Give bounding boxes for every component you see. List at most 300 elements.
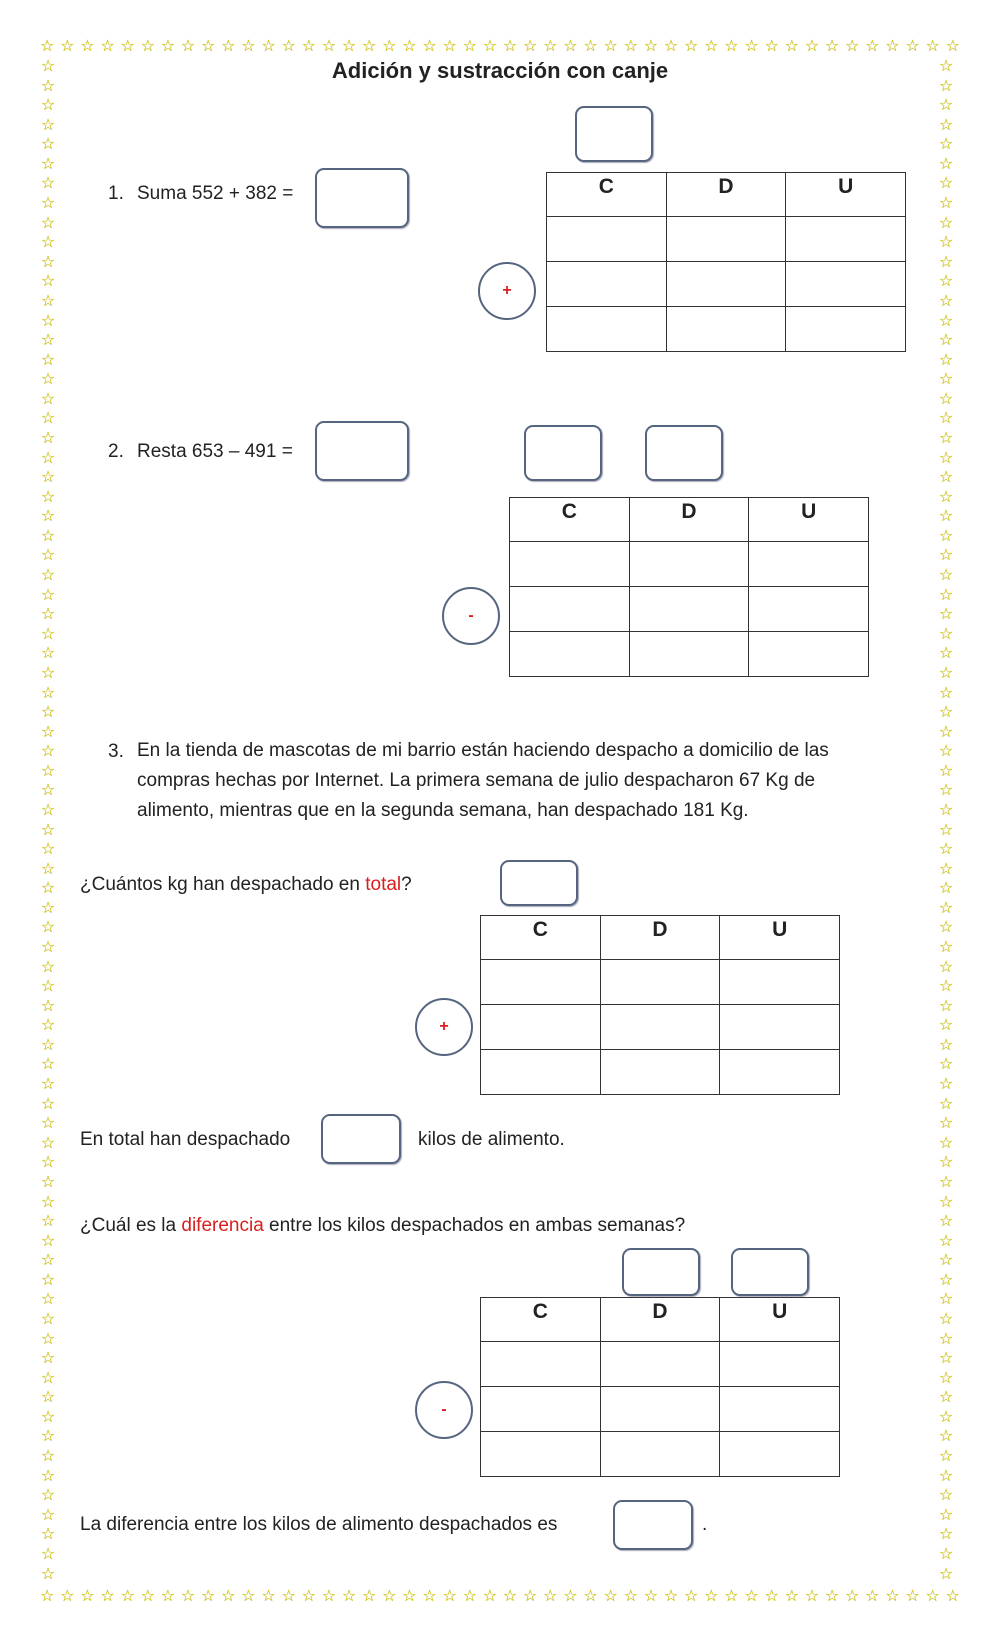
- star-icon: ☆: [938, 662, 954, 682]
- star-icon: ☆: [241, 36, 256, 55]
- header-unidades: U: [720, 1298, 840, 1342]
- star-icon: ☆: [784, 36, 799, 55]
- star-icon: ☆: [40, 134, 56, 154]
- star-icon: ☆: [40, 1465, 56, 1485]
- problem-3-statement: [137, 736, 927, 826]
- question-total-text: ¿Cuántos kg han despachado en: [80, 874, 366, 895]
- star-icon: ☆: [684, 1586, 699, 1605]
- star-icon: ☆: [40, 995, 56, 1015]
- problem-1-carry-box[interactable]: [575, 106, 653, 162]
- star-icon: ☆: [40, 1563, 56, 1583]
- input-cell[interactable]: [720, 1050, 840, 1095]
- star-icon: ☆: [865, 1586, 880, 1605]
- problem-3-line-2: compras hechas por Internet. La primera semana de julio despacharon 67 Kg de: [137, 770, 816, 791]
- star-icon: ☆: [938, 721, 954, 741]
- input-cell[interactable]: [666, 217, 786, 262]
- star-icon: ☆: [938, 1132, 954, 1152]
- input-cell[interactable]: [510, 542, 630, 587]
- input-cell[interactable]: [547, 262, 667, 307]
- star-icon: ☆: [938, 134, 954, 154]
- star-icon: ☆: [938, 1504, 954, 1524]
- star-icon: ☆: [40, 1152, 56, 1172]
- star-icon: ☆: [925, 36, 940, 55]
- star-icon: ☆: [40, 310, 56, 330]
- star-icon: ☆: [938, 1054, 954, 1074]
- star-icon: ☆: [663, 36, 679, 55]
- star-icon: ☆: [938, 153, 954, 173]
- question-difference: [80, 1215, 685, 1237]
- problem-1-text: Suma 552 + 382 =: [137, 183, 294, 204]
- star-icon: ☆: [402, 36, 417, 55]
- header-decenas: D: [600, 916, 720, 960]
- input-cell[interactable]: [510, 632, 630, 677]
- star-icon: ☆: [938, 330, 954, 350]
- input-cell[interactable]: [749, 632, 869, 677]
- plus-operator-icon: +: [478, 262, 536, 320]
- star-icon: ☆: [938, 75, 954, 95]
- star-icon: ☆: [40, 447, 56, 467]
- question-difference-rest: entre los kilos despachados en ambas semanas?: [263, 1215, 686, 1236]
- star-border-top: [40, 36, 960, 56]
- star-icon: ☆: [764, 36, 779, 55]
- header-unidades: U: [720, 916, 840, 960]
- page-title: Adición y sustracción con canje: [331, 58, 669, 83]
- header-decenas: D: [629, 498, 749, 542]
- star-icon: ☆: [938, 447, 954, 467]
- star-icon: ☆: [938, 1406, 954, 1426]
- star-icon: ☆: [341, 36, 357, 55]
- star-icon: ☆: [704, 36, 719, 55]
- star-icon: ☆: [40, 780, 56, 800]
- plus-operator-icon: +: [415, 998, 473, 1056]
- star-icon: ☆: [824, 36, 840, 55]
- star-icon: ☆: [938, 799, 954, 819]
- star-icon: ☆: [40, 1289, 56, 1309]
- star-icon: ☆: [905, 1586, 920, 1605]
- star-icon: ☆: [938, 251, 954, 271]
- star-icon: ☆: [938, 1387, 954, 1407]
- star-icon: ☆: [40, 1406, 56, 1426]
- star-icon: ☆: [523, 36, 538, 55]
- star-icon: ☆: [402, 1586, 417, 1605]
- star-icon: ☆: [938, 917, 954, 937]
- star-icon: ☆: [938, 741, 954, 761]
- star-icon: ☆: [482, 36, 498, 55]
- input-cell[interactable]: [481, 1342, 601, 1387]
- star-icon: ☆: [804, 1586, 820, 1605]
- star-icon: ☆: [804, 36, 820, 55]
- star-icon: ☆: [938, 819, 954, 839]
- star-icon: ☆: [40, 1074, 56, 1094]
- star-icon: ☆: [938, 858, 954, 878]
- star-icon: ☆: [40, 545, 56, 565]
- star-icon: ☆: [824, 1586, 840, 1605]
- star-icon: ☆: [938, 1152, 954, 1172]
- star-icon: ☆: [40, 643, 56, 663]
- star-icon: ☆: [40, 251, 56, 271]
- star-icon: ☆: [321, 36, 337, 55]
- star-icon: ☆: [221, 36, 236, 55]
- problem-3-number: 3.: [108, 741, 124, 762]
- star-icon: ☆: [40, 388, 56, 408]
- star-icon: ☆: [40, 1586, 55, 1605]
- star-icon: ☆: [40, 721, 56, 741]
- star-icon: ☆: [40, 467, 56, 487]
- problem-1-number: 1.: [108, 183, 124, 204]
- star-icon: ☆: [60, 36, 75, 55]
- problem-3-line-1: En la tienda de mascotas de mi barrio están haciendo despacho a domicilio de las: [137, 740, 829, 761]
- star-icon: ☆: [938, 56, 954, 75]
- star-icon: ☆: [938, 1269, 954, 1289]
- star-icon: ☆: [938, 976, 954, 996]
- star-icon: ☆: [40, 369, 56, 389]
- star-icon: ☆: [40, 36, 55, 55]
- input-cell[interactable]: [629, 542, 749, 587]
- question-mark: ?: [401, 874, 412, 895]
- star-icon: ☆: [261, 36, 276, 55]
- input-cell[interactable]: [720, 960, 840, 1005]
- input-cell[interactable]: [786, 217, 906, 262]
- star-icon: ☆: [684, 36, 699, 55]
- problem-2-place-value-table: [509, 497, 869, 677]
- star-icon: ☆: [938, 408, 954, 428]
- star-icon: ☆: [938, 173, 954, 193]
- star-icon: ☆: [341, 1586, 357, 1605]
- total-answer-label: En total han despachado: [80, 1129, 291, 1150]
- star-icon: ☆: [40, 604, 56, 624]
- star-icon: ☆: [40, 1132, 56, 1152]
- star-icon: ☆: [938, 1465, 954, 1485]
- star-icon: ☆: [60, 1586, 75, 1605]
- star-icon: ☆: [160, 36, 176, 55]
- header-decenas: D: [666, 173, 786, 217]
- star-icon: ☆: [40, 1367, 56, 1387]
- star-icon: ☆: [938, 525, 954, 545]
- star-icon: ☆: [40, 819, 56, 839]
- star-icon: ☆: [938, 193, 954, 213]
- input-cell[interactable]: [786, 262, 906, 307]
- star-icon: ☆: [724, 36, 739, 55]
- star-icon: ☆: [40, 584, 56, 604]
- star-icon: ☆: [281, 1586, 296, 1605]
- star-icon: ☆: [885, 36, 900, 55]
- input-cell[interactable]: [720, 1005, 840, 1050]
- star-icon: ☆: [40, 1504, 56, 1524]
- star-icon: ☆: [938, 643, 954, 663]
- star-icon: ☆: [160, 1586, 176, 1605]
- star-icon: ☆: [938, 486, 954, 506]
- input-cell[interactable]: [481, 1432, 601, 1477]
- star-icon: ☆: [938, 545, 954, 565]
- input-cell[interactable]: [720, 1387, 840, 1432]
- star-icon: ☆: [938, 349, 954, 369]
- star-icon: ☆: [140, 36, 155, 55]
- star-icon: ☆: [523, 1586, 538, 1605]
- star-icon: ☆: [40, 486, 56, 506]
- problem-2-borrow-box-2[interactable]: [645, 425, 723, 481]
- input-cell[interactable]: [481, 960, 601, 1005]
- star-icon: ☆: [180, 36, 196, 55]
- star-icon: ☆: [40, 956, 56, 976]
- star-icon: ☆: [40, 565, 56, 585]
- input-cell[interactable]: [481, 1050, 601, 1095]
- problem-1-answer-box[interactable]: [315, 168, 409, 228]
- star-icon: ☆: [482, 1586, 498, 1605]
- star-icon: ☆: [40, 1387, 56, 1407]
- input-cell[interactable]: [749, 587, 869, 632]
- star-icon: ☆: [301, 36, 316, 55]
- star-icon: ☆: [40, 1524, 56, 1544]
- star-icon: ☆: [422, 36, 437, 55]
- star-icon: ☆: [261, 1586, 276, 1605]
- difference-answer-box[interactable]: [613, 1500, 693, 1550]
- star-icon: ☆: [40, 1093, 56, 1113]
- input-cell[interactable]: [786, 307, 906, 352]
- problem-2-borrow-box-1[interactable]: [524, 425, 602, 481]
- star-icon: ☆: [938, 1563, 954, 1583]
- star-icon: ☆: [938, 1309, 954, 1328]
- star-icon: ☆: [502, 36, 518, 55]
- star-icon: ☆: [938, 1230, 954, 1250]
- star-icon: ☆: [938, 95, 954, 115]
- star-icon: ☆: [603, 36, 618, 55]
- input-cell[interactable]: [481, 1005, 601, 1050]
- star-icon: ☆: [938, 1289, 954, 1309]
- star-icon: ☆: [925, 1586, 940, 1605]
- star-icon: ☆: [938, 290, 954, 310]
- problem-1-place-value-table: [546, 172, 906, 352]
- problem-2-text: Resta 653 – 491 =: [137, 441, 293, 462]
- total-answer-box[interactable]: [321, 1114, 401, 1164]
- star-icon: ☆: [40, 1230, 56, 1250]
- input-cell[interactable]: [600, 1387, 720, 1432]
- star-icon: ☆: [938, 506, 954, 526]
- star-icon: ☆: [382, 1586, 397, 1605]
- keyword-total: total: [365, 874, 402, 895]
- star-icon: ☆: [543, 1586, 558, 1605]
- star-icon: ☆: [845, 36, 860, 55]
- input-cell[interactable]: [600, 1342, 720, 1387]
- star-icon: ☆: [938, 232, 954, 252]
- star-icon: ☆: [40, 878, 56, 898]
- star-icon: ☆: [40, 75, 56, 95]
- star-icon: ☆: [938, 780, 954, 800]
- star-icon: ☆: [40, 741, 56, 761]
- star-icon: ☆: [938, 1074, 954, 1094]
- star-icon: ☆: [938, 623, 954, 643]
- star-icon: ☆: [938, 839, 954, 859]
- star-icon: ☆: [40, 662, 56, 682]
- header-decenas: D: [600, 1298, 720, 1342]
- input-cell[interactable]: [720, 1432, 840, 1477]
- star-icon: ☆: [938, 1348, 954, 1368]
- star-icon: ☆: [140, 1586, 155, 1605]
- star-icon: ☆: [362, 36, 377, 55]
- star-icon: ☆: [40, 193, 56, 213]
- problem-2-answer-box[interactable]: [315, 421, 409, 481]
- star-icon: ☆: [40, 1034, 56, 1054]
- input-cell[interactable]: [510, 587, 630, 632]
- star-icon: ☆: [938, 878, 954, 898]
- star-icon: ☆: [40, 1426, 56, 1446]
- input-cell[interactable]: [666, 262, 786, 307]
- star-icon: ☆: [40, 1543, 56, 1563]
- star-icon: ☆: [885, 1586, 900, 1605]
- star-icon: ☆: [938, 1191, 954, 1211]
- star-icon: ☆: [40, 1171, 56, 1191]
- star-icon: ☆: [945, 1586, 960, 1605]
- star-icon: ☆: [40, 506, 56, 526]
- star-icon: ☆: [938, 114, 954, 134]
- star-icon: ☆: [938, 1034, 954, 1054]
- difference-answer-suffix: .: [702, 1514, 708, 1535]
- star-icon: ☆: [938, 1250, 954, 1270]
- star-icon: ☆: [938, 565, 954, 585]
- star-icon: ☆: [938, 1171, 954, 1191]
- star-icon: ☆: [938, 1113, 954, 1133]
- star-icon: ☆: [100, 1586, 115, 1605]
- star-icon: ☆: [784, 1586, 799, 1605]
- star-icon: ☆: [938, 702, 954, 722]
- star-icon: ☆: [663, 1586, 679, 1605]
- star-icon: ☆: [80, 36, 95, 55]
- star-icon: ☆: [40, 858, 56, 878]
- star-icon: ☆: [938, 584, 954, 604]
- input-cell[interactable]: [600, 960, 720, 1005]
- star-icon: ☆: [442, 1586, 457, 1605]
- star-icon: ☆: [40, 212, 56, 232]
- star-icon: ☆: [40, 917, 56, 937]
- input-cell[interactable]: [720, 1342, 840, 1387]
- problem-3-line-3: alimento, mientras que en la segunda semana, han despachado 181 Kg.: [137, 800, 749, 821]
- star-icon: ☆: [938, 1485, 954, 1505]
- star-border-left: [38, 58, 58, 1582]
- star-icon: ☆: [40, 232, 56, 252]
- star-icon: ☆: [40, 153, 56, 173]
- star-icon: ☆: [241, 1586, 256, 1605]
- star-icon: ☆: [905, 36, 920, 55]
- star-icon: ☆: [281, 36, 296, 55]
- star-icon: ☆: [563, 1586, 578, 1605]
- header-centenas: C: [481, 1298, 601, 1342]
- star-icon: ☆: [643, 1586, 659, 1605]
- star-icon: ☆: [744, 36, 759, 55]
- star-icon: ☆: [40, 114, 56, 134]
- star-icon: ☆: [938, 271, 954, 291]
- star-icon: ☆: [543, 36, 558, 55]
- star-icon: ☆: [201, 36, 216, 55]
- star-icon: ☆: [938, 467, 954, 487]
- star-icon: ☆: [938, 427, 954, 447]
- star-icon: ☆: [744, 1586, 759, 1605]
- star-icon: ☆: [938, 1524, 954, 1544]
- star-icon: ☆: [40, 290, 56, 310]
- star-icon: ☆: [40, 525, 56, 545]
- input-cell[interactable]: [666, 307, 786, 352]
- difference-borrow-box-1[interactable]: [622, 1248, 700, 1296]
- star-icon: ☆: [563, 36, 578, 55]
- star-icon: ☆: [938, 604, 954, 624]
- input-cell[interactable]: [629, 632, 749, 677]
- star-icon: ☆: [502, 1586, 518, 1605]
- star-icon: ☆: [938, 369, 954, 389]
- total-carry-box[interactable]: [500, 860, 578, 906]
- star-icon: ☆: [40, 330, 56, 350]
- star-icon: ☆: [865, 36, 880, 55]
- star-icon: ☆: [40, 56, 56, 75]
- star-icon: ☆: [938, 937, 954, 957]
- star-icon: ☆: [938, 682, 954, 702]
- star-icon: ☆: [40, 1269, 56, 1289]
- header-centenas: C: [547, 173, 667, 217]
- star-icon: ☆: [938, 388, 954, 408]
- star-icon: ☆: [40, 1015, 56, 1035]
- difference-borrow-box-2[interactable]: [731, 1248, 809, 1296]
- question-difference-text: ¿Cuál es la: [80, 1215, 182, 1236]
- input-cell[interactable]: [600, 1005, 720, 1050]
- star-icon: ☆: [40, 173, 56, 193]
- star-icon: ☆: [40, 1191, 56, 1211]
- star-icon: ☆: [938, 1015, 954, 1035]
- star-icon: ☆: [40, 1054, 56, 1074]
- star-icon: ☆: [938, 897, 954, 917]
- problem-2-number: 2.: [108, 441, 124, 462]
- star-icon: ☆: [845, 1586, 860, 1605]
- difference-place-value-table: [480, 1297, 840, 1477]
- star-icon: ☆: [40, 760, 56, 780]
- star-icon: ☆: [120, 36, 135, 55]
- input-cell[interactable]: [547, 307, 667, 352]
- minus-operator-icon: -: [442, 587, 500, 645]
- star-icon: ☆: [40, 1348, 56, 1368]
- header-unidades: U: [749, 498, 869, 542]
- input-cell[interactable]: [547, 217, 667, 262]
- difference-answer-label: La diferencia entre los kilos de alimento despachados es: [80, 1514, 558, 1535]
- header-unidades: U: [786, 173, 906, 217]
- star-icon: ☆: [40, 623, 56, 643]
- header-centenas: C: [510, 498, 630, 542]
- star-icon: ☆: [583, 1586, 598, 1605]
- star-icon: ☆: [180, 1586, 196, 1605]
- input-cell[interactable]: [749, 542, 869, 587]
- star-icon: ☆: [643, 36, 659, 55]
- star-icon: ☆: [362, 1586, 377, 1605]
- star-icon: ☆: [583, 36, 598, 55]
- star-icon: ☆: [40, 1446, 56, 1466]
- star-icon: ☆: [80, 1586, 95, 1605]
- total-answer-suffix: kilos de alimento.: [418, 1129, 565, 1150]
- input-cell[interactable]: [600, 1050, 720, 1095]
- total-place-value-table: [480, 915, 840, 1095]
- star-icon: ☆: [462, 36, 477, 55]
- star-icon: ☆: [938, 1426, 954, 1446]
- header-centenas: C: [481, 916, 601, 960]
- star-border-bottom: [40, 1586, 960, 1606]
- star-icon: ☆: [40, 1328, 56, 1348]
- input-cell[interactable]: [481, 1387, 601, 1432]
- star-icon: ☆: [938, 1367, 954, 1387]
- star-icon: ☆: [40, 427, 56, 447]
- star-icon: ☆: [40, 937, 56, 957]
- star-icon: ☆: [938, 1211, 954, 1231]
- input-cell[interactable]: [629, 587, 749, 632]
- input-cell[interactable]: [600, 1432, 720, 1477]
- star-icon: ☆: [40, 271, 56, 291]
- star-icon: ☆: [40, 1211, 56, 1231]
- star-icon: ☆: [623, 36, 638, 55]
- question-total: [80, 874, 412, 896]
- star-icon: ☆: [938, 1328, 954, 1348]
